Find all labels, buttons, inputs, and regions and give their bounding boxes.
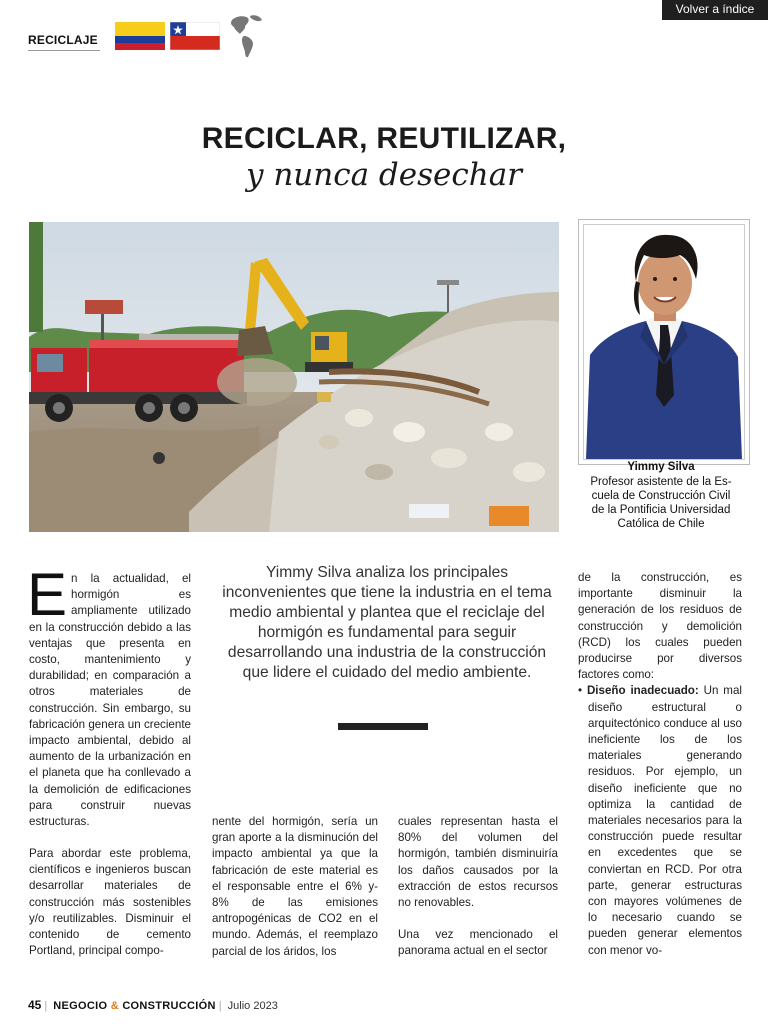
- author-role-line: Profesor asistente de la Es-: [590, 476, 732, 488]
- body-column-4: [578, 570, 742, 959]
- body-column-1-second: [29, 846, 191, 959]
- author-role-line: Católica de Chile: [617, 518, 705, 530]
- body-paragraph: cuales representan hasta el 80% del volumen del hormigón, también disminuiría los daños causados por la extracción de estos recursos no renovables.: [398, 815, 558, 910]
- body-column-3-second: [398, 927, 558, 959]
- chile-flag-icon: [170, 22, 220, 50]
- section-divider: [28, 50, 100, 51]
- issue-date: Julio 2023: [227, 1000, 278, 1012]
- body-column-3: [398, 814, 558, 911]
- volver-indice-button[interactable]: Volver a índice: [662, 0, 768, 20]
- magazine-ampersand: &: [110, 1000, 119, 1012]
- lead-paragraph: Yimmy Silva analiza los principales inconvenientes que tiene la industria en el tema medio ambiental y plantea que el reciclaje del hormigón es fundamental para seguir desarrollando una industria de la construcción que lidere el cuidado del medio ambiente.: [222, 564, 552, 681]
- section-label: RECICLAJE: [28, 33, 98, 47]
- author-role: [578, 475, 744, 531]
- magazine-name-part: NEGOCIO: [53, 1000, 108, 1012]
- body-paragraph: Para abordar este problema, científicos e ingenieros buscan desarrollar materiales de construcción más sostenibles y/o reutilizables. Disminuir el contenido de cemento Portland, principal compo-: [29, 847, 191, 958]
- drop-cap: E: [27, 561, 68, 628]
- article-subtitle: y nunca desechar: [245, 157, 523, 193]
- magazine-name: [53, 1000, 215, 1012]
- page-footer: 45 | NEGOCIO & CONSTRUCCIÓN | Julio 2023: [28, 998, 278, 1012]
- body-paragraph: Una vez mencionado el panorama actual en el sector: [398, 928, 558, 958]
- author-role-line: de la Pontificia Universidad: [591, 504, 731, 516]
- body-paragraph: de la construcción, es importante disminuir la generación de los residuos de construcción y demolición (RCD) los cuales pueden producirse por diversos factores como:: [578, 571, 742, 682]
- americas-map-icon: [226, 12, 266, 60]
- bullet-title: Diseño inadecuado:: [586, 684, 699, 698]
- page-number: 45: [28, 998, 42, 1012]
- magazine-name-part: CONSTRUCCIÓN: [122, 1000, 216, 1012]
- article-title: RECICLAR, REUTILIZAR,: [201, 122, 567, 155]
- bullet-item: • Diseño inadecuado: Un mal diseño estructural o arquitectónico conduce al uso ineficiente los de los materiales generando residuos. Por ejemplo, un diseño ineficiente que no optimiza la cantidad de materiales necesarios para la construcción puede resultar en excedentes que se conviertan en RCD. Por otra parte, generar estructuras con mayores volúmenes de lo necesario cuando se pueden generar elementos con menor vo-: [578, 684, 742, 957]
- bullet-text: Un mal diseño estructural o arquitectónico conduce al uso ineficiente los de los materiales generando residuos. Por ejemplo, un diseño ineficiente que no optimiza la cantidad de materiales necesarios para la construcción puede resultar en excedentes que se conviertan en RCD. Por otra parte, generar estructuras con mayores volúmenes de lo necesario cuando se pueden generar elementos con menor vo-: [588, 684, 742, 957]
- author-role-line: cuela de Construcción Civil: [591, 490, 731, 502]
- construction-waste-photo: [29, 222, 559, 532]
- body-column-2: [212, 814, 378, 960]
- author-name: Yimmy Silva: [627, 461, 695, 473]
- body-paragraph: nente del hormigón, sería un gran aporte a la disminución del impacto ambiental ya que la fabricación de este material es el responsable entre el 6% y-8% de las emisiones antropogénicas de CO2 en el mundo. Además, el reemplazo parcial de los áridos, los: [212, 815, 378, 958]
- body-paragraph: n la actualidad, el hormigón es ampliamente utilizado en la construcción debido a las ventajas que presenta en costo, mantenimiento y durabilidad; en comparación a otros materiales de construcción. Sin embargo, su fabricación genera un creciente impacto ambiental, debido al aumento de la urbanización en el planeta que ha conllevado a la demolición de edificaciones para construir nuevas estructuras.: [29, 572, 191, 829]
- colombia-flag-icon: [115, 22, 165, 50]
- body-column-1: [27, 561, 191, 830]
- lead-divider: [338, 723, 428, 730]
- author-portrait: [583, 224, 745, 460]
